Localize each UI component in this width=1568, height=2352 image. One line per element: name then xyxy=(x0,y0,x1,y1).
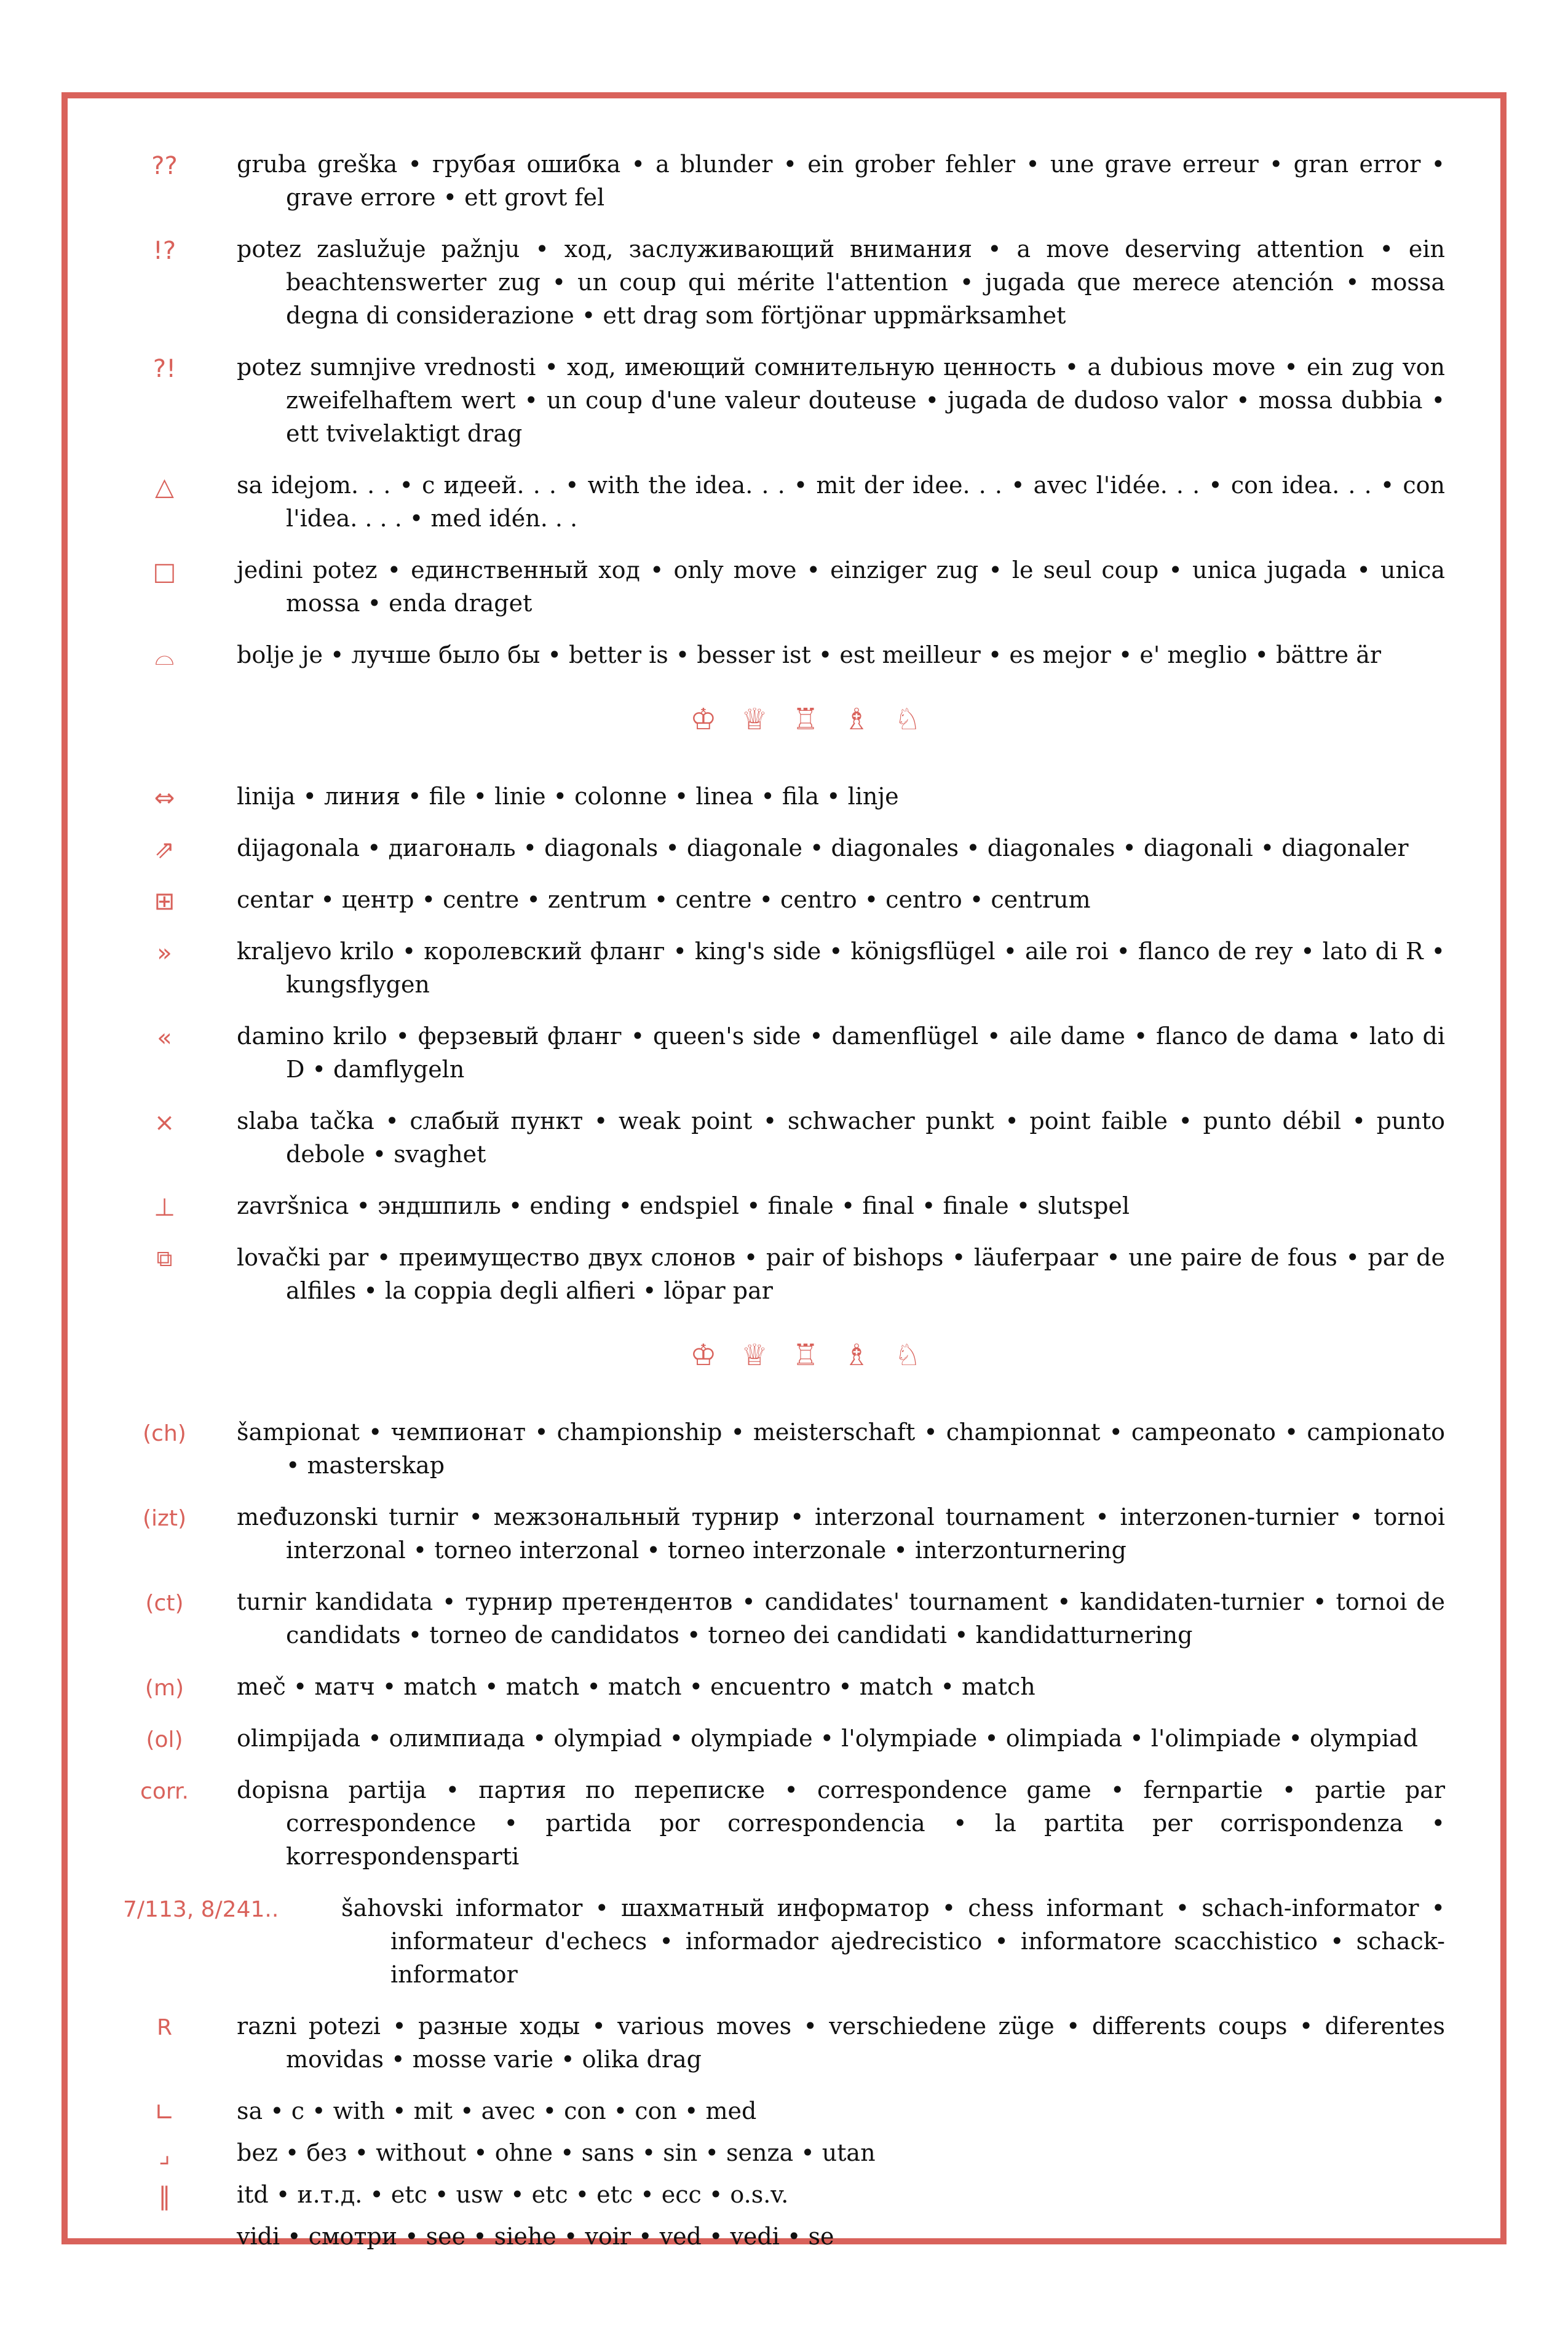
definition-bishop-pair: lovački par • преимущество двух слонов • pair of bishops • läuferpaar • une paire de fous • par de alfiles • la coppia degli alfieri • löpar par xyxy=(237,1244,1445,1304)
legend-entry xyxy=(123,2220,1445,2253)
legend-entry xyxy=(123,1241,1445,1307)
definition-file: linija • линия • file • linie • colonne • linea • fila • linje xyxy=(237,783,899,810)
definition-various-moves: razni potezi • разные ходы • various moves • verschiedene züge • differents coups • diferentes movidas • mosse varie • olika drag xyxy=(237,2013,1445,2073)
symbol-blunder: ?? xyxy=(151,152,178,180)
definition-with-idea: sa idejom. . . • с идеей. . . • with the idea. . . • mit der idee. . . • avec l'idée. . . • con idea. . . • con l'idea. . . . • med idén. . . xyxy=(237,472,1445,532)
cross-icon: × xyxy=(154,1109,175,1137)
knight-icon: ♘ xyxy=(894,1338,946,1372)
legend-entry xyxy=(123,232,1445,332)
kingside-icon: » xyxy=(157,939,172,967)
legend-entry xyxy=(123,2094,1445,2128)
legend-entry xyxy=(123,2009,1445,2076)
definition-see: vidi • смотри • see • siehe • voir • ved • vedi • se xyxy=(237,2223,834,2250)
symbol-dubious-move: ?! xyxy=(152,355,176,383)
legend-entry xyxy=(123,1104,1445,1171)
legend-entry xyxy=(123,1416,1445,1482)
definition-ending: završnica • эндшпиль • ending • endspiel • finale • final • finale • slutspel xyxy=(237,1192,1130,1219)
definition-blunder: gruba greška • грубая ошибка • a blunder • ein grober fehler • une grave erreur • gran error • grave errore • ett grovt fel xyxy=(237,151,1445,211)
definition-dubious-move: potez sumnjive vrednosti • ход, имеющий сомнительную ценность • a dubious move • ein zug von zweifelhaftem wert • un coup d'une valeur douteuse • jugada de dudoso valor • mossa dubbia • ett tvivelaktigt drag xyxy=(237,354,1445,447)
legend-entry xyxy=(123,883,1445,916)
legend-entry xyxy=(123,1500,1445,1567)
queen-icon: ♕ xyxy=(741,1338,793,1372)
legend-entry xyxy=(123,780,1445,813)
legend-entry xyxy=(123,638,1445,671)
legend-entry xyxy=(123,1773,1445,1873)
symbol-candidates: (ct) xyxy=(145,1591,184,1616)
bishop-icon: ♗ xyxy=(843,1338,895,1372)
knight-icon: ♘ xyxy=(894,702,946,737)
rook-icon: ♖ xyxy=(792,1338,844,1372)
semicircle-icon: ⌓ xyxy=(154,643,175,671)
legend-entry xyxy=(123,469,1445,535)
legend-entry xyxy=(123,831,1445,865)
legend-entry xyxy=(123,935,1445,1001)
definition-only-move: jedini potez • единственный ход • only move • einziger zug • le seul coup • unica jugada • unica mossa • enda draget xyxy=(237,556,1445,617)
definition-diagonal: dijagonala • диагональ • diagonals • diagonale • diagonales • diagonales • diagonali • diagonaler xyxy=(237,834,1409,861)
definition-with: sa • с • with • mit • avec • con • con • med xyxy=(237,2097,757,2124)
definition-interzonal: međuzonski turnir • межзональный турнир • interzonal tournament • interzonen-turnier • tornoi interzonal • torneo interzonal • torneo interzonale • interzonturnering xyxy=(237,1503,1445,1564)
symbol-correspondence: corr. xyxy=(140,1779,189,1804)
definition-etc: itd • и.т.д. • etc • usw • etc • etc • ecc • o.s.v. xyxy=(237,2181,789,2208)
without-icon: ⌟ xyxy=(159,2140,170,2169)
definition-interesting-move: potez zaslužuje pažnju • ход, заслуживающий внимания • a move deserving attention • ein beachtenswerter zug • un coup qui mérite l'attention • jugada que merece atención • mossa degna di considerazione • ett drag som förtjönar uppmärksamhet xyxy=(237,236,1445,329)
symbol-various-moves: R xyxy=(156,2015,172,2040)
center-grid-icon: ⊞ xyxy=(154,887,175,916)
rook-icon: ♖ xyxy=(792,702,844,737)
chess-pieces-divider xyxy=(123,702,1445,737)
legend-entry xyxy=(123,148,1445,214)
king-icon: ♔ xyxy=(690,702,742,737)
definition-correspondence: dopisna partija • партия по переписке • correspondence game • fernpartie • partie par correspondence • partida por correspondencia • la partita per corrispondenza • korrespondensparti xyxy=(237,1776,1445,1870)
square-icon: □ xyxy=(152,558,176,586)
diagonal-arrow-icon: ⇗ xyxy=(154,836,175,864)
legend-entry xyxy=(123,1585,1445,1652)
symbol-interesting-move: !? xyxy=(152,237,176,265)
definition-without: bez • без • without • ohne • sans • sin • senza • utan xyxy=(237,2139,876,2166)
definition-match: meč • матч • match • match • match • encuentro • match • match xyxy=(237,1673,1035,1700)
definition-olympiad: olimpijada • олимпиада • olympiad • olympiade • l'olympiade • olimpiada • l'olimpiade • olympiad xyxy=(237,1725,1419,1752)
definition-weak-point: slaba tačka • слабый пункт • weak point • schwacher punkt • point faible • punto débil • punto debole • svaghet xyxy=(237,1107,1445,1168)
legend-entry xyxy=(123,1189,1445,1222)
symbol-interzonal: (izt) xyxy=(142,1506,187,1531)
definition-kingside: kraljevo krilo • королевский фланг • king's side • königsflügel • aile roi • flanco de rey • lato di R • kungsflygen xyxy=(237,938,1445,998)
bishop-icon: ♗ xyxy=(843,702,895,737)
bishop-pair-icon: ⧉ xyxy=(156,1246,173,1272)
definition-centre: centar • центр • centre • zentrum • centre • centro • centro • centrum xyxy=(237,886,1091,913)
definition-championship: šampionat • чемпионат • championship • meisterschaft • championnat • campeonato • campionato • masterskap xyxy=(237,1419,1445,1479)
queenside-icon: « xyxy=(157,1024,172,1052)
king-icon: ♔ xyxy=(690,1338,742,1372)
legend-entry xyxy=(123,350,1445,450)
definition-candidates: turnir kandidata • турнир претендентов • candidates' tournament • kandidaten-turnier • tornoi de candidats • torneo de candidatos • torneo dei candidati • kandidatturnering xyxy=(237,1588,1445,1649)
definition-informant: šahovski informator • шахматный информатор • chess informant • schach-informator • informateur d'echecs • informador ajedrecistico • informatore scacchistico • schack-informator xyxy=(341,1895,1445,1988)
symbol-match: (m) xyxy=(145,1676,184,1701)
legend-entry xyxy=(123,1020,1445,1086)
legend-entry xyxy=(123,1722,1445,1755)
legend-entry xyxy=(123,1891,1445,1991)
legend-entry xyxy=(123,553,1445,620)
legend-entry xyxy=(123,2136,1445,2169)
see-icon: — xyxy=(152,2224,177,2252)
triangle-icon: △ xyxy=(155,473,174,501)
definition-better-is: bolje je • лучше было бы • better is • besser ist • est meilleur • es mejor • e' meglio • bättre är xyxy=(237,641,1382,668)
legend-entry xyxy=(123,1670,1445,1703)
with-icon: ∟ xyxy=(154,2099,175,2127)
symbol-olympiad: (ol) xyxy=(146,1727,183,1752)
chess-pieces-divider xyxy=(123,1338,1445,1372)
definition-queenside: damino krilo • ферзевый фланг • queen's side • damenflügel • aile dame • flanco de dama • lato di D • damflygeln xyxy=(237,1023,1445,1083)
symbol-informant-reference: 7/113, 8/241.. xyxy=(123,1897,279,1922)
ending-icon: ⊥ xyxy=(154,1194,175,1222)
double-arrow-icon: ⇔ xyxy=(154,784,175,812)
legend-entry xyxy=(123,2178,1445,2211)
queen-icon: ♕ xyxy=(741,702,793,737)
etc-icon: ‖ xyxy=(158,2182,171,2211)
symbol-championship: (ch) xyxy=(143,1421,186,1446)
legend-content xyxy=(123,148,1445,2262)
